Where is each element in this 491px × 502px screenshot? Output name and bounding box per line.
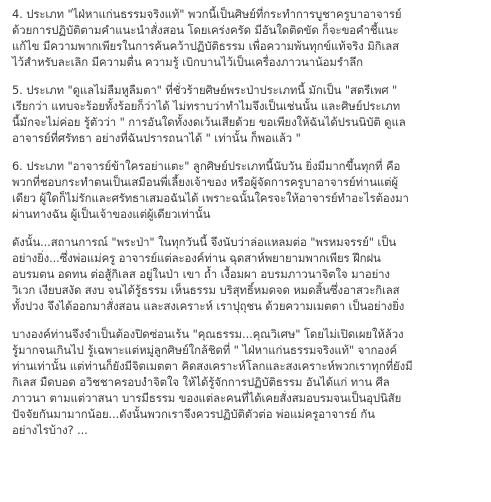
text-line: ปัจจัยกันมามากน้อย...ดังนั้นพวกเราจึงควรปฏิบัติตัวต่อ พ่อแม่ครูอาจารย์ กัน [12, 407, 375, 421]
text-line: แก้ไข มีความพากเพียรในการค้นคว้าปฏิบัติธรรม เพื่อความพ้นทุกข์แท้จริง มิกิเลส [12, 39, 400, 53]
paragraph-conclusion [12, 234, 488, 314]
text-line: อย่างไรบ้าง? ... [12, 423, 88, 437]
text-line: ผ่านทางฉัน ผู้เป็นเจ้าของแต่ผู้เดียวเท่านั้น [12, 207, 211, 221]
text-line: ไว้สำหรับละเลิก มีความตื่น ความรู้ เบิกบานไว้เป็นเครื่องภาวนาน้อมรำลึก [12, 55, 363, 69]
text-line: ด้วยการปฏิบัติตามคำแนะนำสั่งสอน โดยเคร่งครัด มีอันใดติดขัด ก็จะขอคำชี้แนะ [12, 23, 399, 37]
paragraph-item-6 [12, 158, 488, 222]
text-line: 6. ประเภท "อาจารย์ข้าใครอย่าแตะ" ลูกศิษย์ประเภทนี้นับวัน ยิ่งมีมากขึ้นทุกที่ คือ [12, 159, 401, 173]
text-line: 4. ประเภท "ไฝ่หาแก่นธรรมจริงแท้" พวกนี้เป็นศิษย์ที่กระทำการบูชาครูบาอาจารย์ [12, 7, 402, 21]
text-line: อบรมตน อดทน ต่อสู้กิเลส อยู่ในป่า เขา ถ้ำ เงื้อมผา อบรมภาวนาจิตใจ มาอย่าง [12, 267, 390, 281]
paragraph-closing [12, 326, 488, 438]
text-line: เรียกว่า แทบจะร้อยทั้งร้อยก็ว่าได้ ไม่ทราบว่าทำไมจึงเป็นเช่นนั้น และศิษย์ประเภท [12, 99, 401, 113]
text-line: ดังนั้น...สถานการณ์ "พระป่า" ในทุกวันนี้ จึงนับว่าล่อแหลมต่อ "พรหมจรรย์" เป็น [12, 235, 397, 249]
text-line: เดียว ผู้ใดก็ไม่รักและศรัทธาเสมอฉันได้ เพราะฉนั้นใครจะให้อาจารย์ทำอะไรต้องมา [12, 191, 409, 205]
paragraph-item-4 [12, 6, 488, 70]
text-line: นี้มักจะไม่ค่อย รู้ตัวว่า " การอันใดทั้งงดเว้นเสียด้วย ขอเพียงให้ฉันได้ปรนนิบัติ ดูแล [12, 115, 406, 129]
text-line: อย่างยิ่ง...ซึ่งพ่อแม่ครู อาจารย์แต่ละองค์ท่าน ฉุดสาห์พยายามพากเพียร ฝึกฝน [12, 251, 381, 265]
text-line: 5. ประเภท "ดูแลไม่ลืมหูลืมตา" ที่ชั่วร้ายศิษย์พระป่าประเภทนี้ มักเป็น "สตรีเพศ " [12, 83, 398, 97]
text-line: ภาวนา ตามแต่วาสนา บารมีธรรม ของแต่ละคนที่ได้เคยสั่งสมอบรมจนเป็นอุปนิสัย [12, 391, 402, 405]
text-line: พวกที่ชอบกระทำตนเป็นเสมือนพี่เลี้ยงเจ้าของ หรือผู้จัดการครูบาอาจารย์ท่านแต่ผู้ [12, 175, 399, 189]
text-line: วิเวก เงียบสงัด สงบ จนได้รู้ธรรม เห็นธรรม บริสุทธิ์หมดจด หมดสิ้นซึ่งอาสวะกิเลส [12, 283, 400, 297]
text-line: บางองค์ท่านจึงจำเป็นต้องปิดซ่อนเร้น "คุณธรรม...คุณวิเศษ" โดยไม่เปิดเผยให้ล้วง [12, 327, 404, 341]
text-line: ท่านเท่านั้น แต่ท่านก็ยังมีจิตเมตตา คิดสงเคราะห์โลกและสงเคราะห์พวกเราทุกที่ยังมี [12, 359, 413, 373]
text-line: รู้มากจนเกินไป รู้เฉพาะแต่หมู่ลูกศิษย์ใกล้ชิดที่ " ไฝ่หาแก่นธรรมจริงแท้" จากองค์ [12, 343, 398, 357]
text-line: อาจารย์ที่ศรัทธา อย่างที่ฉันปรารถนาได้ " เท่านั้น ก็พอแล้ว " [12, 131, 301, 145]
paragraph-item-5 [12, 82, 488, 146]
document-body [12, 6, 488, 450]
text-line: ทั้งปวง จึงได้ออกมาสั่งสอน และสงเคราะห์ เราปุถุชน ด้วยความเมตตา เป็นอย่างยิ่ง [12, 299, 405, 313]
text-line: กิเลส มืดบอด อวิชชาครอบงำจิตใจ ให้ได้รู้จักการปฏิบัติธรรม อันได้แก่ ทาน ศีล [12, 375, 390, 389]
